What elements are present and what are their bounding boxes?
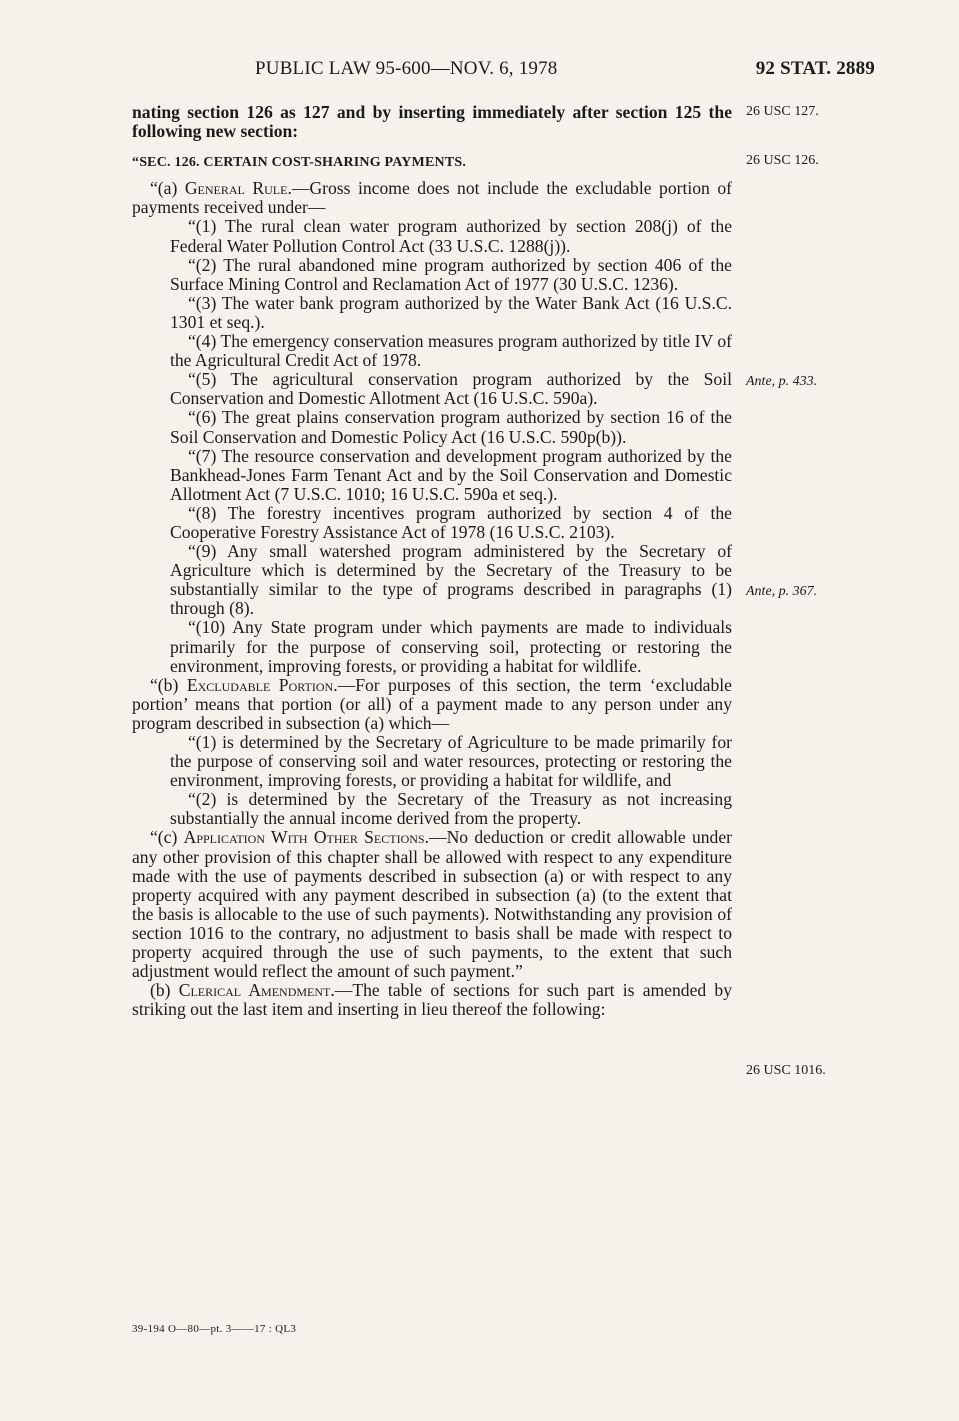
paragraph-a3: “(3) The water bank program authorized by the Water Bank Act (16 U.S.C. 1301 et seq.). [170,292,732,332]
clerical-amendment [132,981,732,1019]
section-heading: “SEC. 126. CERTAIN COST-SHARING PAYMENTS. [132,155,467,171]
subsection-a-text: —Gross income does not include the excludable portion of payments received under— [132,178,733,218]
intro-paragraph: nating section 126 as 127 and by inserting immediately after section 125 the following new section: [132,102,732,142]
margin-note-ante-433: Ante, p. 433. [746,374,818,389]
paragraph-a5: “(5) The agricultural conservation program authorized by the Soil Conservation and Domestic Allotment Act (16 U.S.C. 590a). [170,369,732,409]
paragraph-b2: “(2) is determined by the Secretary of the Treasury as not increasing substantially the annual income derived from the property. [170,789,732,829]
margin-note-26-usc-127: 26 USC 127. [746,104,819,119]
subsection-b-caption: Excludable Portion. [186,674,338,695]
paragraph-a9: “(9) Any small watershed program administered by the Secretary of Agriculture which is determined by the Secretary of the Treasury to be substantially similar to the type of programs described in paragraphs (1) through (8). [170,541,732,619]
subsection-c-lead: “(c) [150,827,184,848]
clerical-amendment-caption: Clerical Amendment. [178,980,335,1001]
margin-note-26-usc-126: 26 USC 126. [746,153,819,168]
subsection-c [132,828,732,981]
paragraph-a7: “(7) The resource conservation and development program authorized by the Bankhead-Jones Farm Tenant Act and by the Soil Conservation and Domestic Allotment Act (7 U.S.C. 1010; 16 U.S.C. 590a et seq.). [170,445,732,504]
paragraph-a4: “(4) The emergency conservation measures program authorized by title IV of the Agricultural Credit Act of 1978. [170,331,732,371]
subsection-c-caption: Application With Other Sections. [183,827,429,848]
paragraph-a10: “(10) Any State program under which payments are made to individuals primarily for the purpose of conserving soil, protecting or restoring the environment, improving forests, or providing a habitat for wildlife. [170,617,732,676]
paragraph-a6: “(6) The great plains conservation program authorized by section 16 of the Soil Conservation and Domestic Policy Act (16 U.S.C. 590p(b)). [170,407,732,447]
clerical-amendment-text: —The table of sections for such part is amended by striking out the last item and inserting in lieu thereof the following: [132,980,732,1020]
margin-note-26-usc-1016: 26 USC 1016. [746,1063,826,1078]
body-text [132,103,732,1019]
paragraph-a8: “(8) The forestry incentives program authorized by section 4 of the Cooperative Forestry Assistance Act of 1978 (16 U.S.C. 2103). [170,502,732,542]
subsection-a-lead: “(a) [150,178,185,199]
statute-page-number: 92 STAT. 2889 [755,58,875,79]
paragraph-a1: “(1) The rural clean water program authorized by section 208(j) of the Federal Water Pollution Control Act (33 U.S.C. 1288(j)). [170,216,732,256]
subsection-b-lead: “(b) [150,674,187,695]
subsection-a [132,179,732,217]
subsection-c-text: —No deduction or credit allowable under any other provision of this chapter shall be allowed with respect to any expenditure made with the use of payments described in subsection (a) or with respect to any property acquired with any payment described in subsection (a) (to the extent that the basis is allocable to the use of such payments). Notwithstanding any provision of section 1016 to the contrary, no adjustment to basis shall be made with respect to property acquired through the use of such payments, to the extent that such adjustment would reflect the amount of such payment.” [132,827,733,982]
subsection-a-caption: General Rule. [184,178,292,199]
subsection-b [132,676,732,733]
subsection-b-text: —For purposes of this section, the term ‘excludable portion’ means that portion (or all) of a payment made to any person under any program described in subsection (a) which— [132,674,732,733]
paragraph-b1: “(1) is determined by the Secretary of Agriculture to be made primarily for the purpose of conserving soil and water resources, protecting or restoring the environment, improving forests, or providing a habitat for wildlife, and [170,732,732,791]
printer-code: 39-194 O—80—pt. 3——17 : QL3 [132,1323,297,1335]
margin-note-ante-367: Ante, p. 367. [746,584,818,599]
clerical-amendment-lead: (b) [150,980,179,1001]
running-title: PUBLIC LAW 95-600—NOV. 6, 1978 [255,58,558,79]
paragraph-a2: “(2) The rural abandoned mine program authorized by section 406 of the Surface Mining Control and Reclamation Act of 1977 (30 U.S.C. 1236). [170,254,732,294]
